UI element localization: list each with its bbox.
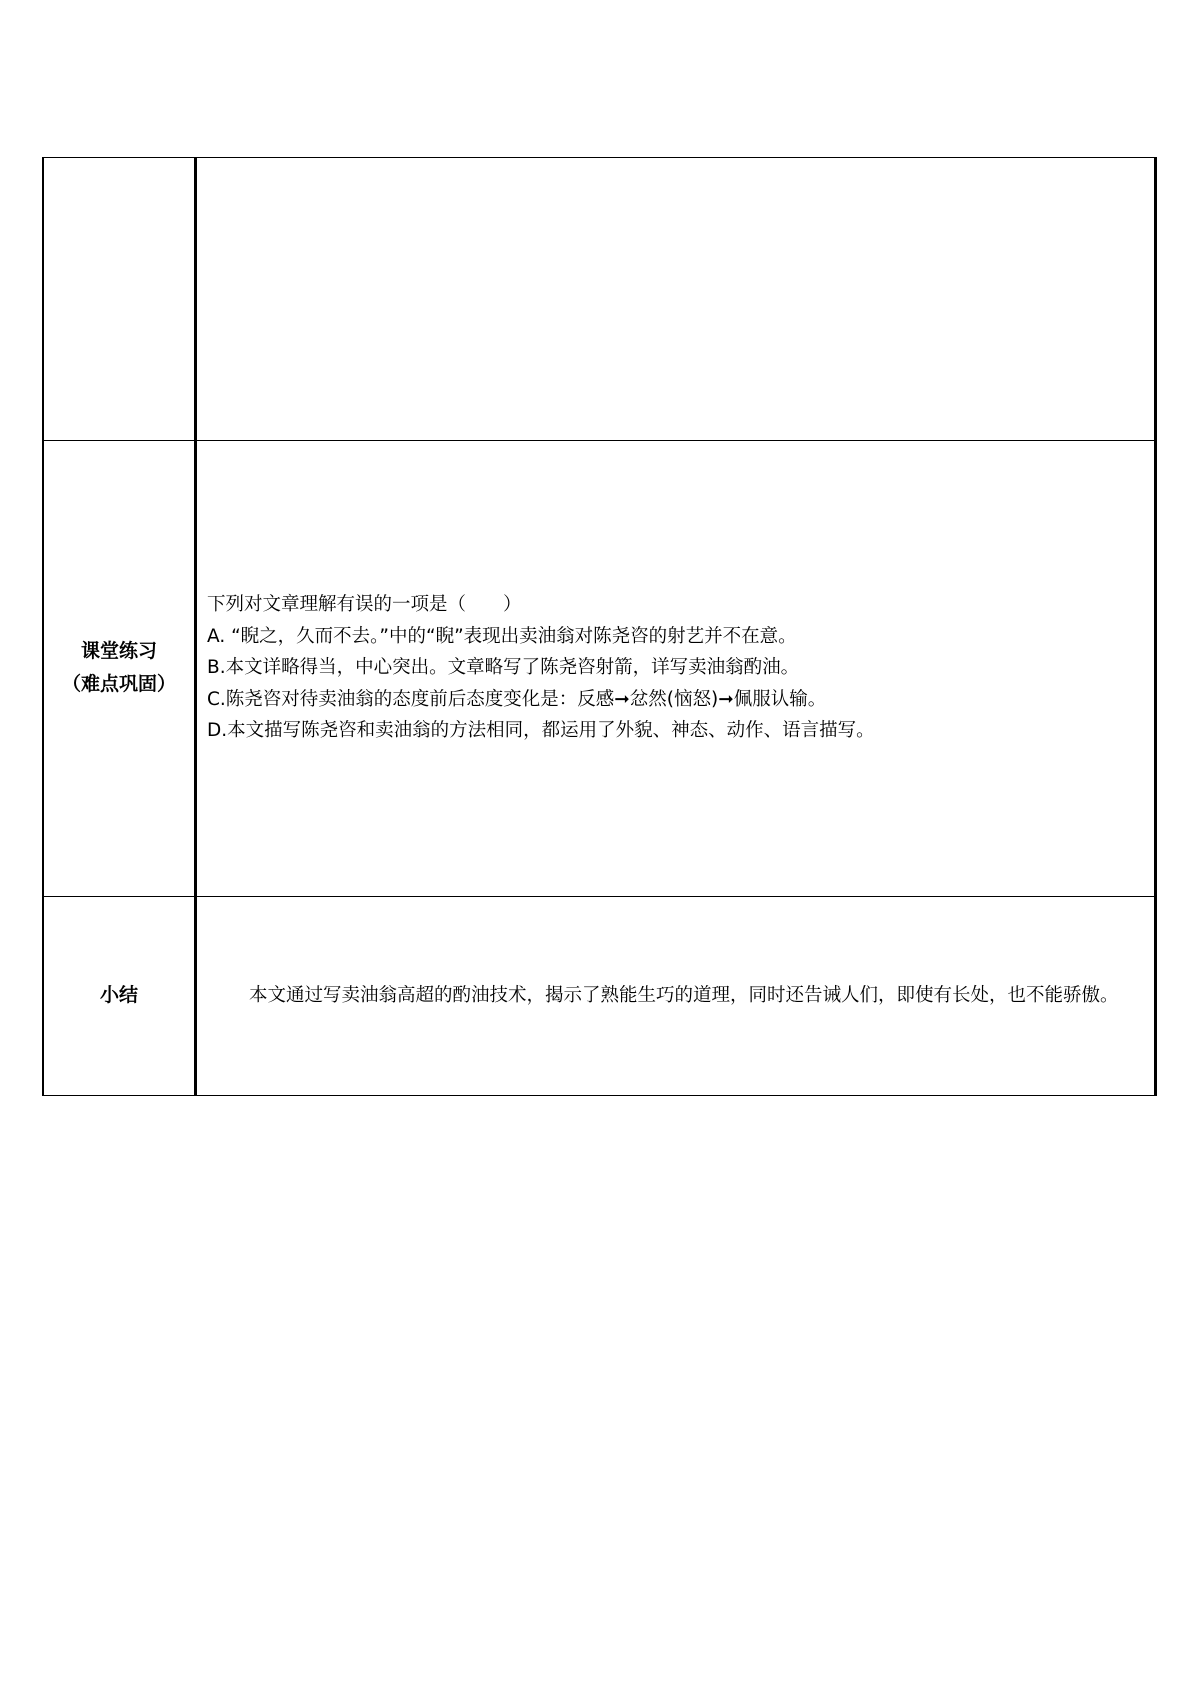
exercise-option-b: B.本文详略得当，中心突出。文章略写了陈尧咨射箭，详写卖油翁酌油。 (207, 657, 800, 679)
exercise-question: 下列对文章理解有误的一项是（ ） (207, 594, 522, 616)
exercise-sublabel: （难点巩固） (61, 673, 176, 696)
exercise-label-cell (43, 440, 196, 896)
exercise-label: 课堂练习 (80, 640, 157, 663)
table-row-blank (43, 158, 1156, 441)
exercise-option-c: C.陈尧咨对待卖油翁的态度前后态度变化是：反感➞忿然(恼怒)➞佩服认输。 (207, 688, 827, 710)
summary-text: 本文通过写卖油翁高超的酌油技术，揭示了熟能生巧的道理，同时还告诫人们，即使有长处，也不能骄傲。 (249, 985, 1119, 1007)
blank-content-cell (196, 158, 1156, 441)
table-row-exercise (43, 440, 1156, 896)
table-row-summary (43, 896, 1156, 1095)
summary-label-cell (43, 896, 196, 1095)
blank-label-cell (43, 158, 196, 441)
exercise-option-a: A. “睨之，久而不去。”中的“睨”表现出卖油翁对陈尧咨的射艺并不在意。 (207, 625, 797, 647)
exercise-content-cell (196, 440, 1156, 896)
exercise-option-d: D.本文描写陈尧咨和卖油翁的方法相同，都运用了外貌、神态、动作、语言描写。 (207, 720, 875, 742)
summary-content-cell (196, 896, 1156, 1095)
lesson-table (42, 157, 1157, 1096)
summary-label: 小结 (99, 984, 138, 1007)
